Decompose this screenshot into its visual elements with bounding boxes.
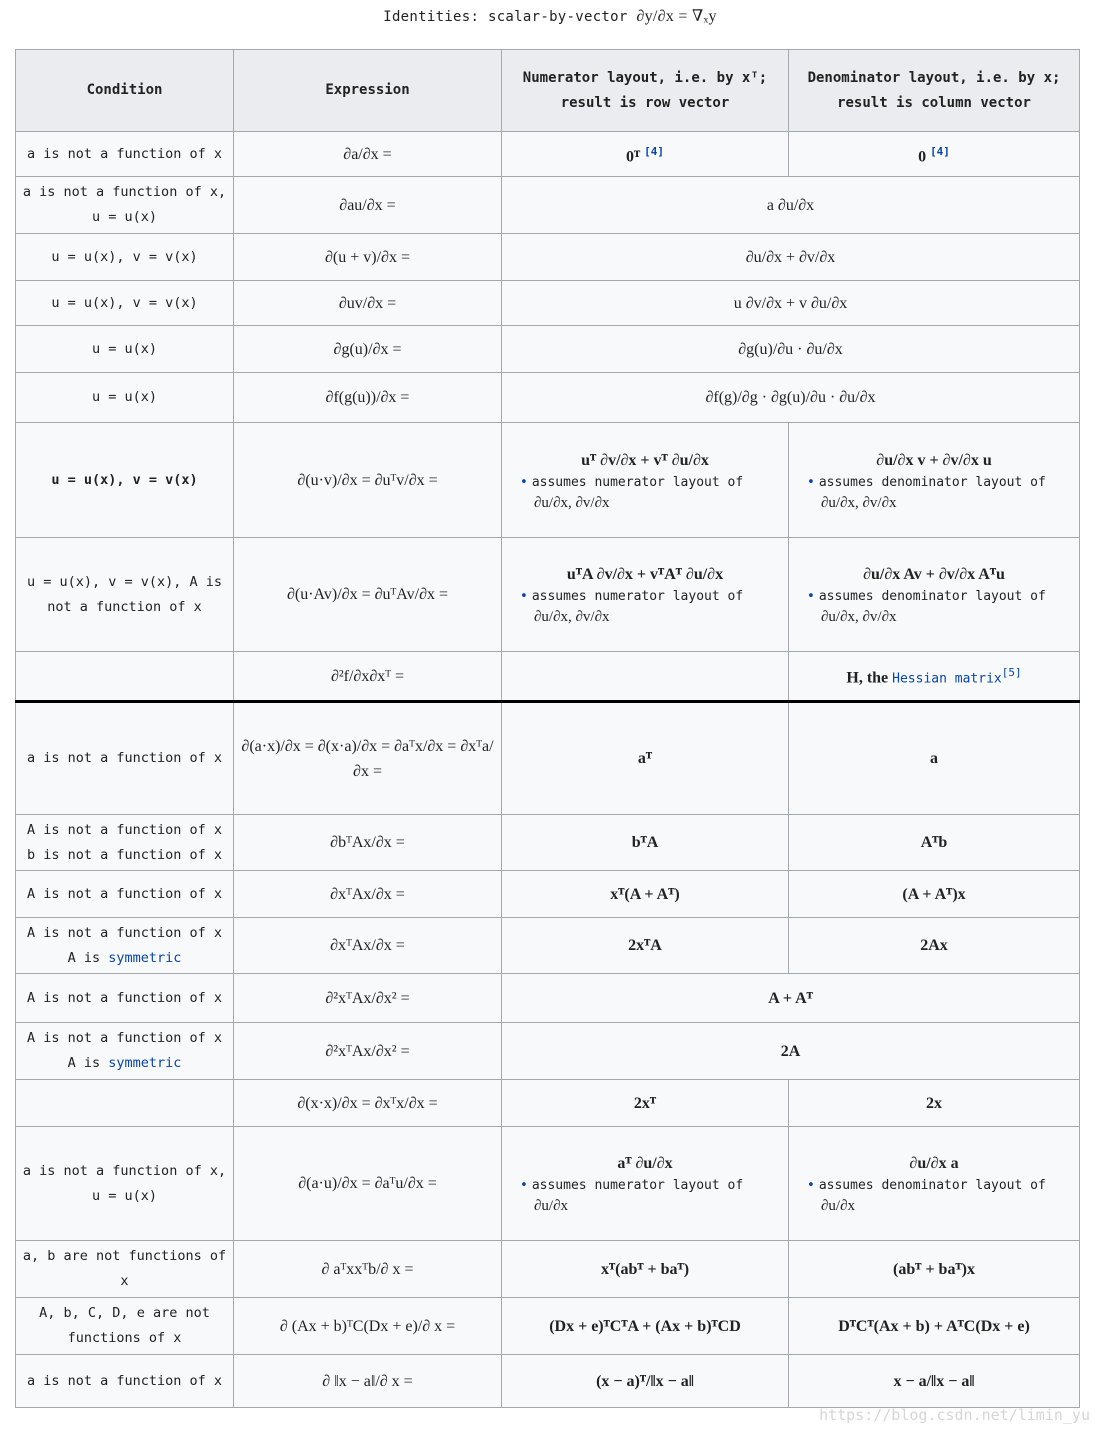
- note-text: assumes denominator layout of: [818, 1178, 1046, 1193]
- table-row: [16, 1080, 1080, 1127]
- result-both-cell: a ∂u/∂x: [502, 177, 1080, 234]
- numerator-cell: [502, 1127, 789, 1241]
- bullet-icon: •: [807, 589, 815, 604]
- expression-cell: ∂xᵀAx/∂x =: [234, 918, 502, 974]
- symmetric-link[interactable]: symmetric: [108, 949, 182, 966]
- condition-cell: u = u(x), v = v(x), A is not a function of x: [16, 538, 234, 652]
- layout-note: [508, 1176, 782, 1216]
- condition-cell: a is not a function of x, u = u(x): [16, 177, 234, 234]
- denominator-cell: [789, 132, 1080, 177]
- numerator-cell: 2xᵀ: [502, 1080, 789, 1127]
- bullet-icon: •: [520, 474, 528, 490]
- condition-cell: a is not a function of x, u = u(x): [16, 1127, 234, 1241]
- bullet-icon: •: [520, 1178, 528, 1193]
- denominator-cell: [789, 652, 1080, 702]
- table-row: [16, 1241, 1080, 1298]
- condition-cell: u = u(x): [16, 326, 234, 373]
- note-text: assumes numerator layout of: [531, 589, 744, 604]
- expression-cell: ∂(a·x)/∂x = ∂(x·a)/∂x = ∂aᵀx/∂x = ∂xᵀa/∂x =: [234, 702, 502, 815]
- note-text: assumes numerator layout of: [531, 1178, 744, 1193]
- denominator-cell: 2Ax: [789, 918, 1080, 974]
- expression-cell: ∂(u·Av)/∂x = ∂uᵀAv/∂x =: [234, 538, 502, 652]
- condition-cell: [16, 1023, 234, 1080]
- result-both-cell: 2A: [502, 1023, 1080, 1080]
- result-text: uᵀ ∂v/∂x + vᵀ ∂u/∂x: [581, 451, 709, 469]
- condition-cell: A is not a function of x: [16, 974, 234, 1023]
- numerator-cell: [502, 652, 789, 702]
- reference-link[interactable]: [5]: [1001, 666, 1022, 680]
- table-row: [16, 177, 1080, 234]
- table-row: [16, 974, 1080, 1023]
- table-caption: [0, 6, 1100, 26]
- numerator-cell: 2xᵀA: [502, 918, 789, 974]
- denominator-cell: DᵀCᵀ(Ax + b) + AᵀC(Dx + e): [789, 1298, 1080, 1355]
- expression-cell: ∂²f/∂x∂xᵀ =: [234, 652, 502, 702]
- denominator-cell: [789, 1127, 1080, 1241]
- denominator-cell: Aᵀb: [789, 815, 1080, 871]
- expression-cell: ∂(a·u)/∂x = ∂aᵀu/∂x =: [234, 1127, 502, 1241]
- table-row: [16, 423, 1080, 538]
- result-text: H, the: [846, 669, 889, 687]
- numerator-cell: [502, 423, 789, 538]
- expression-cell: ∂xᵀAx/∂x =: [234, 871, 502, 918]
- expression-cell: ∂(u·v)/∂x = ∂uᵀv/∂x =: [234, 423, 502, 538]
- table-row: [16, 538, 1080, 652]
- layout-note: [508, 473, 782, 513]
- numerator-cell: [502, 132, 789, 177]
- header-numerator: Numerator layout, i.e. by xᵀ; result is row vector: [502, 50, 789, 132]
- expression-cell: ∂uv/∂x =: [234, 281, 502, 326]
- note-formula: ∂u/∂x, ∂v/∂x: [821, 609, 897, 625]
- denominator-cell: a: [789, 702, 1080, 815]
- note-text: assumes denominator layout of: [818, 474, 1046, 490]
- table-row: [16, 918, 1080, 974]
- expression-cell: ∂(u + v)/∂x =: [234, 234, 502, 281]
- note-formula: ∂u/∂x: [821, 1198, 855, 1214]
- note-text: assumes denominator layout of: [818, 589, 1046, 604]
- result-text: uᵀA ∂v/∂x + vᵀAᵀ ∂u/∂x: [566, 566, 724, 583]
- layout-note: [508, 587, 782, 627]
- result-both-cell: ∂f(g)/∂g · ∂g(u)/∂u · ∂u/∂x: [502, 373, 1080, 423]
- header-expression: Expression: [234, 50, 502, 132]
- result-both-cell: ∂g(u)/∂u · ∂u/∂x: [502, 326, 1080, 373]
- denominator-cell: [789, 423, 1080, 538]
- condition-cell: A is not a function of x b is not a function of x: [16, 815, 234, 871]
- reference-link[interactable]: [4]: [930, 144, 950, 158]
- table-row: [16, 652, 1080, 702]
- result-text: ∂u/∂x Av + ∂v/∂x Aᵀu: [863, 566, 1005, 583]
- caption-label: Identities: scalar-by-vector: [383, 9, 628, 25]
- table-row: [16, 326, 1080, 373]
- note-formula: ∂u/∂x, ∂v/∂x: [534, 609, 610, 625]
- table-row: [16, 815, 1080, 871]
- result-both-cell: ∂u/∂x + ∂v/∂x: [502, 234, 1080, 281]
- result-text: 0ᵀ: [625, 148, 641, 166]
- table-row: [16, 234, 1080, 281]
- table-row: [16, 1023, 1080, 1080]
- condition-cell: u = u(x), v = v(x): [16, 234, 234, 281]
- result-text: ∂u/∂x a: [909, 1155, 959, 1172]
- condition-cell: A, b, C, D, e are not functions of x: [16, 1298, 234, 1355]
- expression-cell: ∂bᵀAx/∂x =: [234, 815, 502, 871]
- numerator-cell: xᵀ(A + Aᵀ): [502, 871, 789, 918]
- condition-cell: [16, 1080, 234, 1127]
- expression-cell: ∂au/∂x =: [234, 177, 502, 234]
- expression-cell: ∂ (Ax + b)ᵀC(Dx + e)/∂ x =: [234, 1298, 502, 1355]
- result-text: ∂u/∂x v + ∂v/∂x u: [876, 451, 992, 469]
- expression-cell: ∂(x·x)/∂x = ∂xᵀx/∂x =: [234, 1080, 502, 1127]
- condition-cell: a, b are not functions of x: [16, 1241, 234, 1298]
- denominator-cell: (A + Aᵀ)x: [789, 871, 1080, 918]
- layout-note: [795, 1176, 1073, 1216]
- numerator-cell: [502, 538, 789, 652]
- condition-cell: u = u(x), v = v(x): [16, 281, 234, 326]
- layout-note: [795, 587, 1073, 627]
- table-row: [16, 871, 1080, 918]
- bullet-icon: •: [807, 1178, 815, 1193]
- denominator-cell: [789, 538, 1080, 652]
- condition-cell: [16, 652, 234, 702]
- table-row: [16, 281, 1080, 326]
- condition-text: A is not a function of x A is: [26, 924, 223, 966]
- expression-cell: ∂²xᵀAx/∂x² =: [234, 1023, 502, 1080]
- table-row: [16, 132, 1080, 177]
- condition-cell: u = u(x), v = v(x): [16, 423, 234, 538]
- note-formula: ∂u/∂x, ∂v/∂x: [534, 494, 610, 511]
- denominator-cell: x − a/‖x − a‖: [789, 1355, 1080, 1408]
- numerator-cell: (Dx + e)ᵀCᵀA + (Ax + b)ᵀCD: [502, 1298, 789, 1355]
- expression-cell: ∂f(g(u))/∂x =: [234, 373, 502, 423]
- hessian-matrix-link[interactable]: Hessian matrix: [892, 671, 1002, 687]
- condition-cell: a is not a function of x: [16, 1355, 234, 1408]
- symmetric-link[interactable]: symmetric: [108, 1055, 182, 1071]
- condition-text: A is not a function of x A is: [26, 1030, 223, 1071]
- result-text: aᵀ ∂u/∂x: [617, 1155, 673, 1172]
- denominator-cell: 2x: [789, 1080, 1080, 1127]
- table-row: [16, 702, 1080, 815]
- table-row: [16, 1355, 1080, 1408]
- result-both-cell: A + Aᵀ: [502, 974, 1080, 1023]
- condition-cell: a is not a function of x: [16, 702, 234, 815]
- numerator-cell: xᵀ(abᵀ + baᵀ): [502, 1241, 789, 1298]
- table-row: [16, 1127, 1080, 1241]
- denominator-cell: (abᵀ + baᵀ)x: [789, 1241, 1080, 1298]
- identities-table: [15, 49, 1080, 1408]
- layout-note: [795, 473, 1073, 513]
- condition-cell: A is not a function of x: [16, 871, 234, 918]
- numerator-cell: aᵀ: [502, 702, 789, 815]
- expression-cell: ∂ ‖x − a‖/∂ x =: [234, 1355, 502, 1408]
- table-row: [16, 373, 1080, 423]
- caption-formula: ∂y/∂x = ∇ₓy: [636, 8, 717, 25]
- expression-cell: ∂g(u)/∂x =: [234, 326, 502, 373]
- reference-link[interactable]: [4]: [644, 144, 665, 158]
- result-text: 0: [918, 148, 927, 166]
- numerator-cell: bᵀA: [502, 815, 789, 871]
- note-formula: ∂u/∂x: [534, 1198, 568, 1214]
- note-text: assumes numerator layout of: [531, 474, 744, 490]
- table-row: [16, 1298, 1080, 1355]
- expression-cell: ∂ aᵀxxᵀb/∂ x =: [234, 1241, 502, 1298]
- condition-cell: [16, 918, 234, 974]
- bullet-icon: •: [807, 474, 815, 490]
- header-condition: Condition: [16, 50, 234, 132]
- bullet-icon: •: [520, 589, 528, 604]
- expression-cell: ∂a/∂x =: [234, 132, 502, 177]
- numerator-cell: (x − a)ᵀ/‖x − a‖: [502, 1355, 789, 1408]
- result-both-cell: u ∂v/∂x + v ∂u/∂x: [502, 281, 1080, 326]
- note-formula: ∂u/∂x, ∂v/∂x: [821, 494, 897, 511]
- condition-cell: a is not a function of x: [16, 132, 234, 177]
- header-denominator: Denominator layout, i.e. by x; result is column vector: [789, 50, 1080, 132]
- expression-cell: ∂²xᵀAx/∂x² =: [234, 974, 502, 1023]
- watermark: https://blog.csdn.net/limin_yu: [819, 1406, 1090, 1424]
- condition-cell: u = u(x): [16, 373, 234, 423]
